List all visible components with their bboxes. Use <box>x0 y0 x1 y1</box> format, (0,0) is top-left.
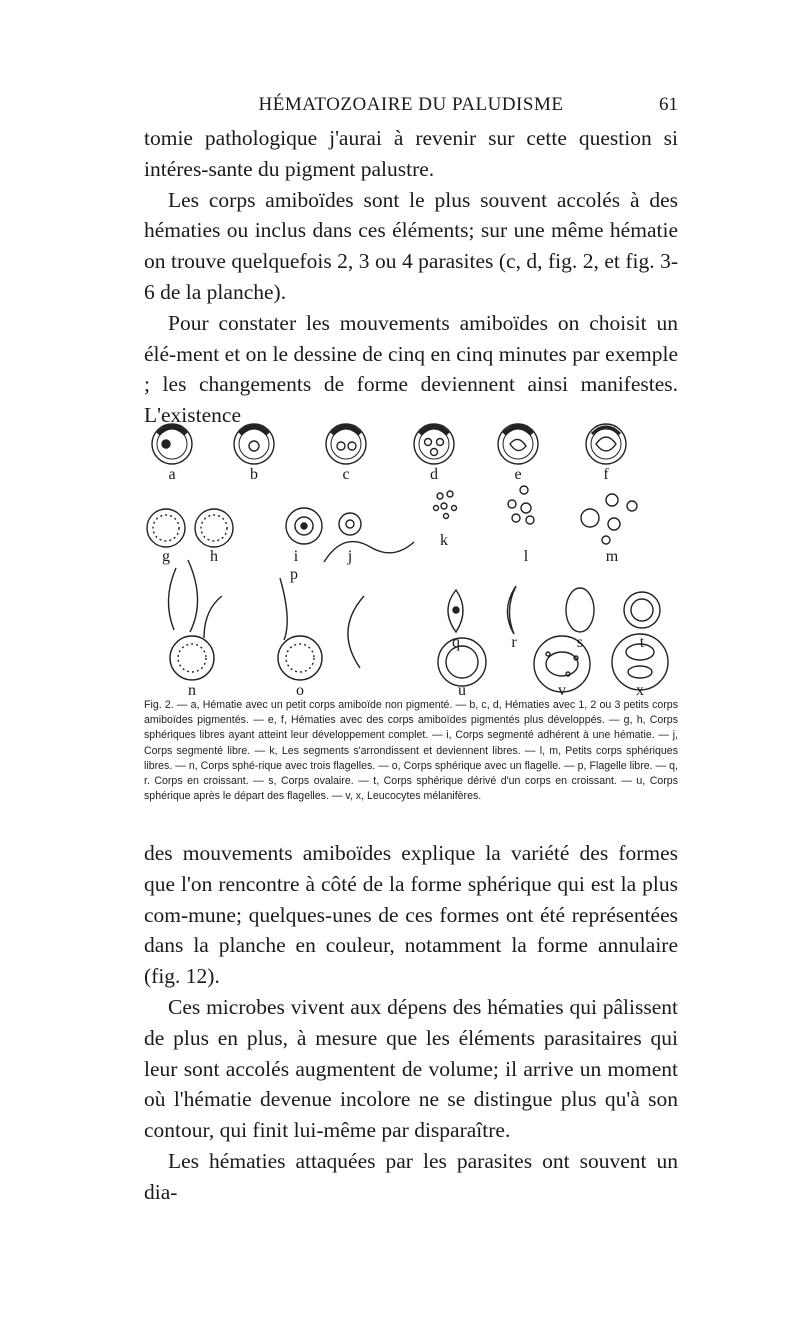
label-x: x <box>636 682 644 699</box>
cell-f-drawing <box>586 424 626 464</box>
paragraph: tomie pathologique j'aurai à revenir sur cette question si intéres-sante du pigment palustre. <box>144 126 678 181</box>
cell-s-drawing <box>566 588 594 632</box>
paragraph: Les corps amiboïdes sont le plus souvent accolés à des hématies ou inclus dans ces éléments; sur une même hématie on trouve quelquefois 2, 3 ou 4 parasites (c, d, fig. 2, et fig. 3-6 de la planche). <box>144 187 678 304</box>
label-k: k <box>440 532 448 549</box>
label-d: d <box>430 466 438 483</box>
cell-k-drawing <box>434 491 457 519</box>
cell-n-drawing <box>168 560 222 680</box>
figure-caption: Fig. 2. — a, Hématie avec un petit corps amiboïde non pigmenté. — b, c, d, Hématies avec 1, 2 ou 3 petits corps amiboïdes pigmentés. — e, f, Hématies avec des corps amiboïdes pigmentés plus développés. — g, h, Corps sphériques libres ayant atteint leur développement complet. — i, Corps segmenté adhérent à une hématie. — j, Corps segmenté libre. — k, Les segments s'arrondissent et deviennent libres. — l, m, Petits corps sphériques libres. — n, Corps sphé-rique avec trois flagelles. — o, Corps sphérique avec un flagelle. — p, Flagelle libre. — q, r. Corps en croissant. — s, Corps ovalaire. — t, Corps sphérique dérivé d'un corps en croissant. — u, Corps sphérique après le départ des flagelles. — v, x, Leucocytes mélanifères. <box>144 699 678 803</box>
cell-t-drawing <box>624 592 660 628</box>
figure-2 <box>144 400 678 700</box>
cell-e-drawing <box>498 424 538 464</box>
label-a: a <box>168 466 176 483</box>
label-i: i <box>293 548 299 565</box>
label-r: r <box>511 634 517 651</box>
cell-l-drawing <box>508 486 534 524</box>
label-g: g <box>162 548 170 565</box>
label-s: s <box>576 634 584 651</box>
cell-o-drawing <box>278 578 322 680</box>
label-n: n <box>188 682 196 699</box>
cell-i-drawing <box>286 508 322 544</box>
label-p: p <box>290 566 298 583</box>
cell-c-drawing <box>326 424 366 464</box>
label-f: f <box>603 466 609 483</box>
running-title: HÉMATOZOAIRE DU PALUDISME <box>258 94 564 115</box>
label-u: u <box>458 682 466 699</box>
cell-p-drawing <box>324 542 414 668</box>
cell-j-drawing <box>339 513 361 535</box>
label-l: l <box>523 548 529 565</box>
paragraph: Pour constater les mouvements amiboïdes on choisit un élé-ment et on le dessine de cinq en cinq minutes par exemple ; les changements de forme deviennent ainsi manifestes. L'existence <box>144 310 678 428</box>
cell-d-drawing <box>414 424 454 464</box>
cell-m-drawing <box>581 494 637 544</box>
body-text-bottom <box>144 838 678 1208</box>
label-o: o <box>296 682 304 699</box>
page-header <box>144 94 678 120</box>
cell-q-drawing <box>448 590 463 632</box>
label-c: c <box>342 466 350 483</box>
paragraph: Ces microbes vivent aux dépens des hématies qui pâlissent de plus en plus, à mesure que les éléments parasitaires qui leur sont accolés augmentent de volume; il arrive un moment où l'hématie devenue incolore ne se distingue plus qu'à son contour, qui finit lui-même par disparaître. <box>144 994 678 1143</box>
cell-g-drawing <box>147 509 185 547</box>
cell-r-drawing <box>507 586 516 634</box>
label-b: b <box>250 466 258 483</box>
cell-a-drawing <box>152 424 192 464</box>
paragraph: des mouvements amiboïdes explique la variété des formes que l'on rencontre à côté de la forme sphérique qui est la plus com-mune; quelques-unes de ces formes ont été représentées dans la planche en couleur, notamment la forme annulaire (fig. 12). <box>144 841 678 989</box>
figure-illustration <box>144 400 678 700</box>
cell-h-drawing <box>195 509 233 547</box>
paragraph: Les hématies attaquées par les parasites ont souvent un dia- <box>144 1148 678 1204</box>
cell-b-drawing <box>234 424 274 464</box>
body-text-top <box>144 123 678 431</box>
label-t: t <box>639 634 645 651</box>
label-e: e <box>514 466 522 483</box>
label-q: q <box>452 634 460 651</box>
page-number: 61 <box>659 94 678 115</box>
label-m: m <box>605 548 619 565</box>
label-h: h <box>210 548 218 565</box>
label-j: j <box>347 548 353 565</box>
label-v: v <box>558 682 566 699</box>
